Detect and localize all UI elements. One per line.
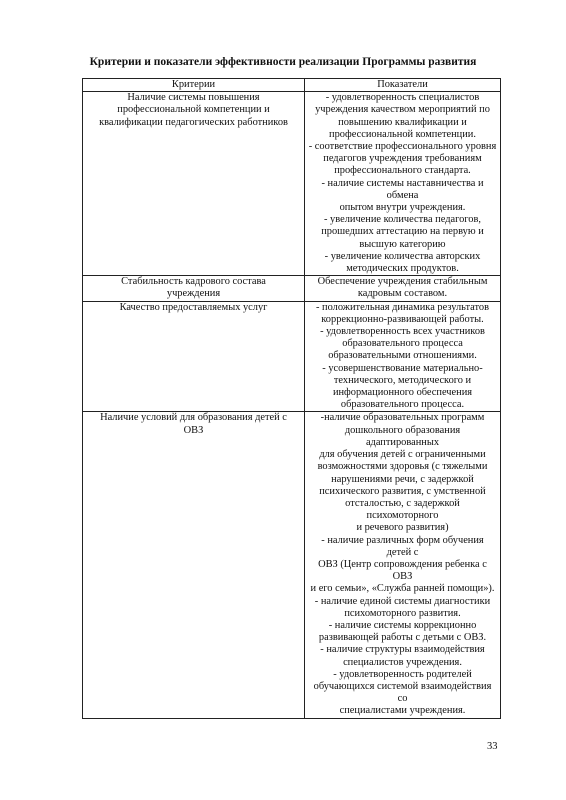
- indicator-line: дошкольного образования адаптированных: [344, 424, 461, 448]
- indicator-line: - соответствие профессионального уровня: [308, 141, 497, 153]
- indicator-line: образовательного процесса: [342, 338, 463, 350]
- criterion-cell: [83, 92, 305, 276]
- indicator-line: информационного обеспечения: [332, 387, 473, 399]
- indicator-line: и его семьи», «Служба ранней помощи»).: [310, 583, 495, 595]
- indicator-line: опытом внутри учреждения.: [339, 202, 466, 214]
- table-row: [83, 92, 501, 276]
- table-row: [83, 276, 501, 301]
- indicator-line: образовательными отношениями.: [328, 350, 477, 362]
- indicator-line: обучающихся системой взаимодействия со: [313, 680, 492, 705]
- indicator-line: профессионального стандарта.: [334, 165, 471, 177]
- criterion-line: Наличие условий для образования детей с: [100, 412, 287, 424]
- indicator-line: нарушениями речи, с задержкой: [331, 473, 474, 485]
- indicator-line: - удовлетворенность родителей: [333, 668, 472, 680]
- criteria-table: [82, 78, 501, 719]
- indicator-line: - усовершенствование материально-: [322, 362, 483, 374]
- indicator-line: - наличие различных форм обучения детей с: [321, 534, 484, 558]
- indicator-line: психомоторного развития.: [344, 607, 461, 619]
- column-header-criteria: Критерии: [83, 79, 305, 92]
- criterion-line: Стабильность кадрового состава: [121, 276, 266, 288]
- indicator-line: кадровым составом.: [357, 288, 448, 300]
- criterion-line: ОВЗ: [183, 424, 204, 436]
- criterion-line: Качество предоставляемых услуг: [119, 301, 268, 313]
- indicator-line: повышению квалификации и: [338, 116, 467, 128]
- indicator-line: ОВЗ (Центр сопровождения ребенка с ОВЗ: [318, 558, 487, 583]
- criterion-cell: [83, 301, 305, 412]
- indicator-line: - наличие системы наставничества и обмена: [321, 177, 484, 201]
- indicator-line: и речевого развития): [356, 522, 449, 534]
- criterion-cell: [83, 276, 305, 301]
- document-title: Критерии и показатели эффективности реализации Программы развития: [89, 56, 477, 68]
- indicator-line: психического развития, с умственной: [319, 485, 486, 497]
- indicator-line: методических продуктов.: [346, 263, 459, 275]
- indicators-cell: [305, 301, 501, 412]
- indicator-line: - увеличение количества авторских: [324, 250, 481, 262]
- indicator-line: - наличие единой системы диагностики: [314, 595, 491, 607]
- indicator-line: технического, методического и: [333, 374, 472, 386]
- indicator-line: специалистов учреждения.: [343, 656, 462, 668]
- indicator-line: - удовлетворенность всех участников: [320, 326, 485, 338]
- indicator-line: образовательного процесса.: [340, 399, 465, 411]
- criterion-line: учреждения: [166, 288, 221, 300]
- indicator-line: развивающей работы с детьми с ОВЗ.: [318, 632, 487, 644]
- criterion-line: Наличие системы повышения: [127, 92, 260, 104]
- indicator-line: высшую категорию: [359, 238, 446, 250]
- indicator-line: - увеличение количества педагогов,: [323, 214, 481, 226]
- indicator-line: - наличие системы коррекционно: [328, 619, 477, 631]
- indicator-line: учреждения качеством мероприятий по: [315, 104, 490, 116]
- indicator-line: профессиональной компетенции.: [329, 128, 476, 140]
- indicator-line: для обучения детей с ограниченными: [319, 449, 486, 461]
- indicators-cell: [305, 92, 501, 276]
- page-number: 33: [487, 741, 498, 752]
- table-row: [83, 301, 501, 412]
- indicator-line: педагогов учреждения требованиям: [323, 153, 482, 165]
- criterion-line: квалификации педагогических работников: [99, 116, 288, 128]
- indicator-line: -наличие образовательных программ: [320, 412, 485, 424]
- indicator-line: коррекционно-развивающей работы.: [321, 313, 484, 325]
- indicator-line: - положительная динамика результатов: [315, 301, 490, 313]
- criterion-cell: [83, 412, 305, 718]
- indicator-line: специалистами учреждения.: [339, 705, 466, 717]
- indicators-cell: [305, 276, 501, 301]
- indicator-line: отсталостью, с задержкой психомоторного: [345, 497, 460, 522]
- indicator-line: - удовлетворенность специалистов: [325, 92, 480, 104]
- indicator-line: возможностями здоровья (с тяжелыми: [317, 461, 488, 473]
- table-header-row: [83, 79, 501, 92]
- indicator-line: прошедших аттестацию на первую и: [321, 226, 484, 238]
- indicator-line: - наличие структуры взаимодействия: [320, 644, 485, 656]
- indicators-cell: [305, 412, 501, 718]
- table-row: [83, 412, 501, 718]
- column-header-indicators: Показатели: [305, 79, 501, 92]
- indicator-line: Обеспечение учреждения стабильным: [317, 276, 488, 288]
- criterion-line: профессиональной компетенции и: [117, 104, 270, 116]
